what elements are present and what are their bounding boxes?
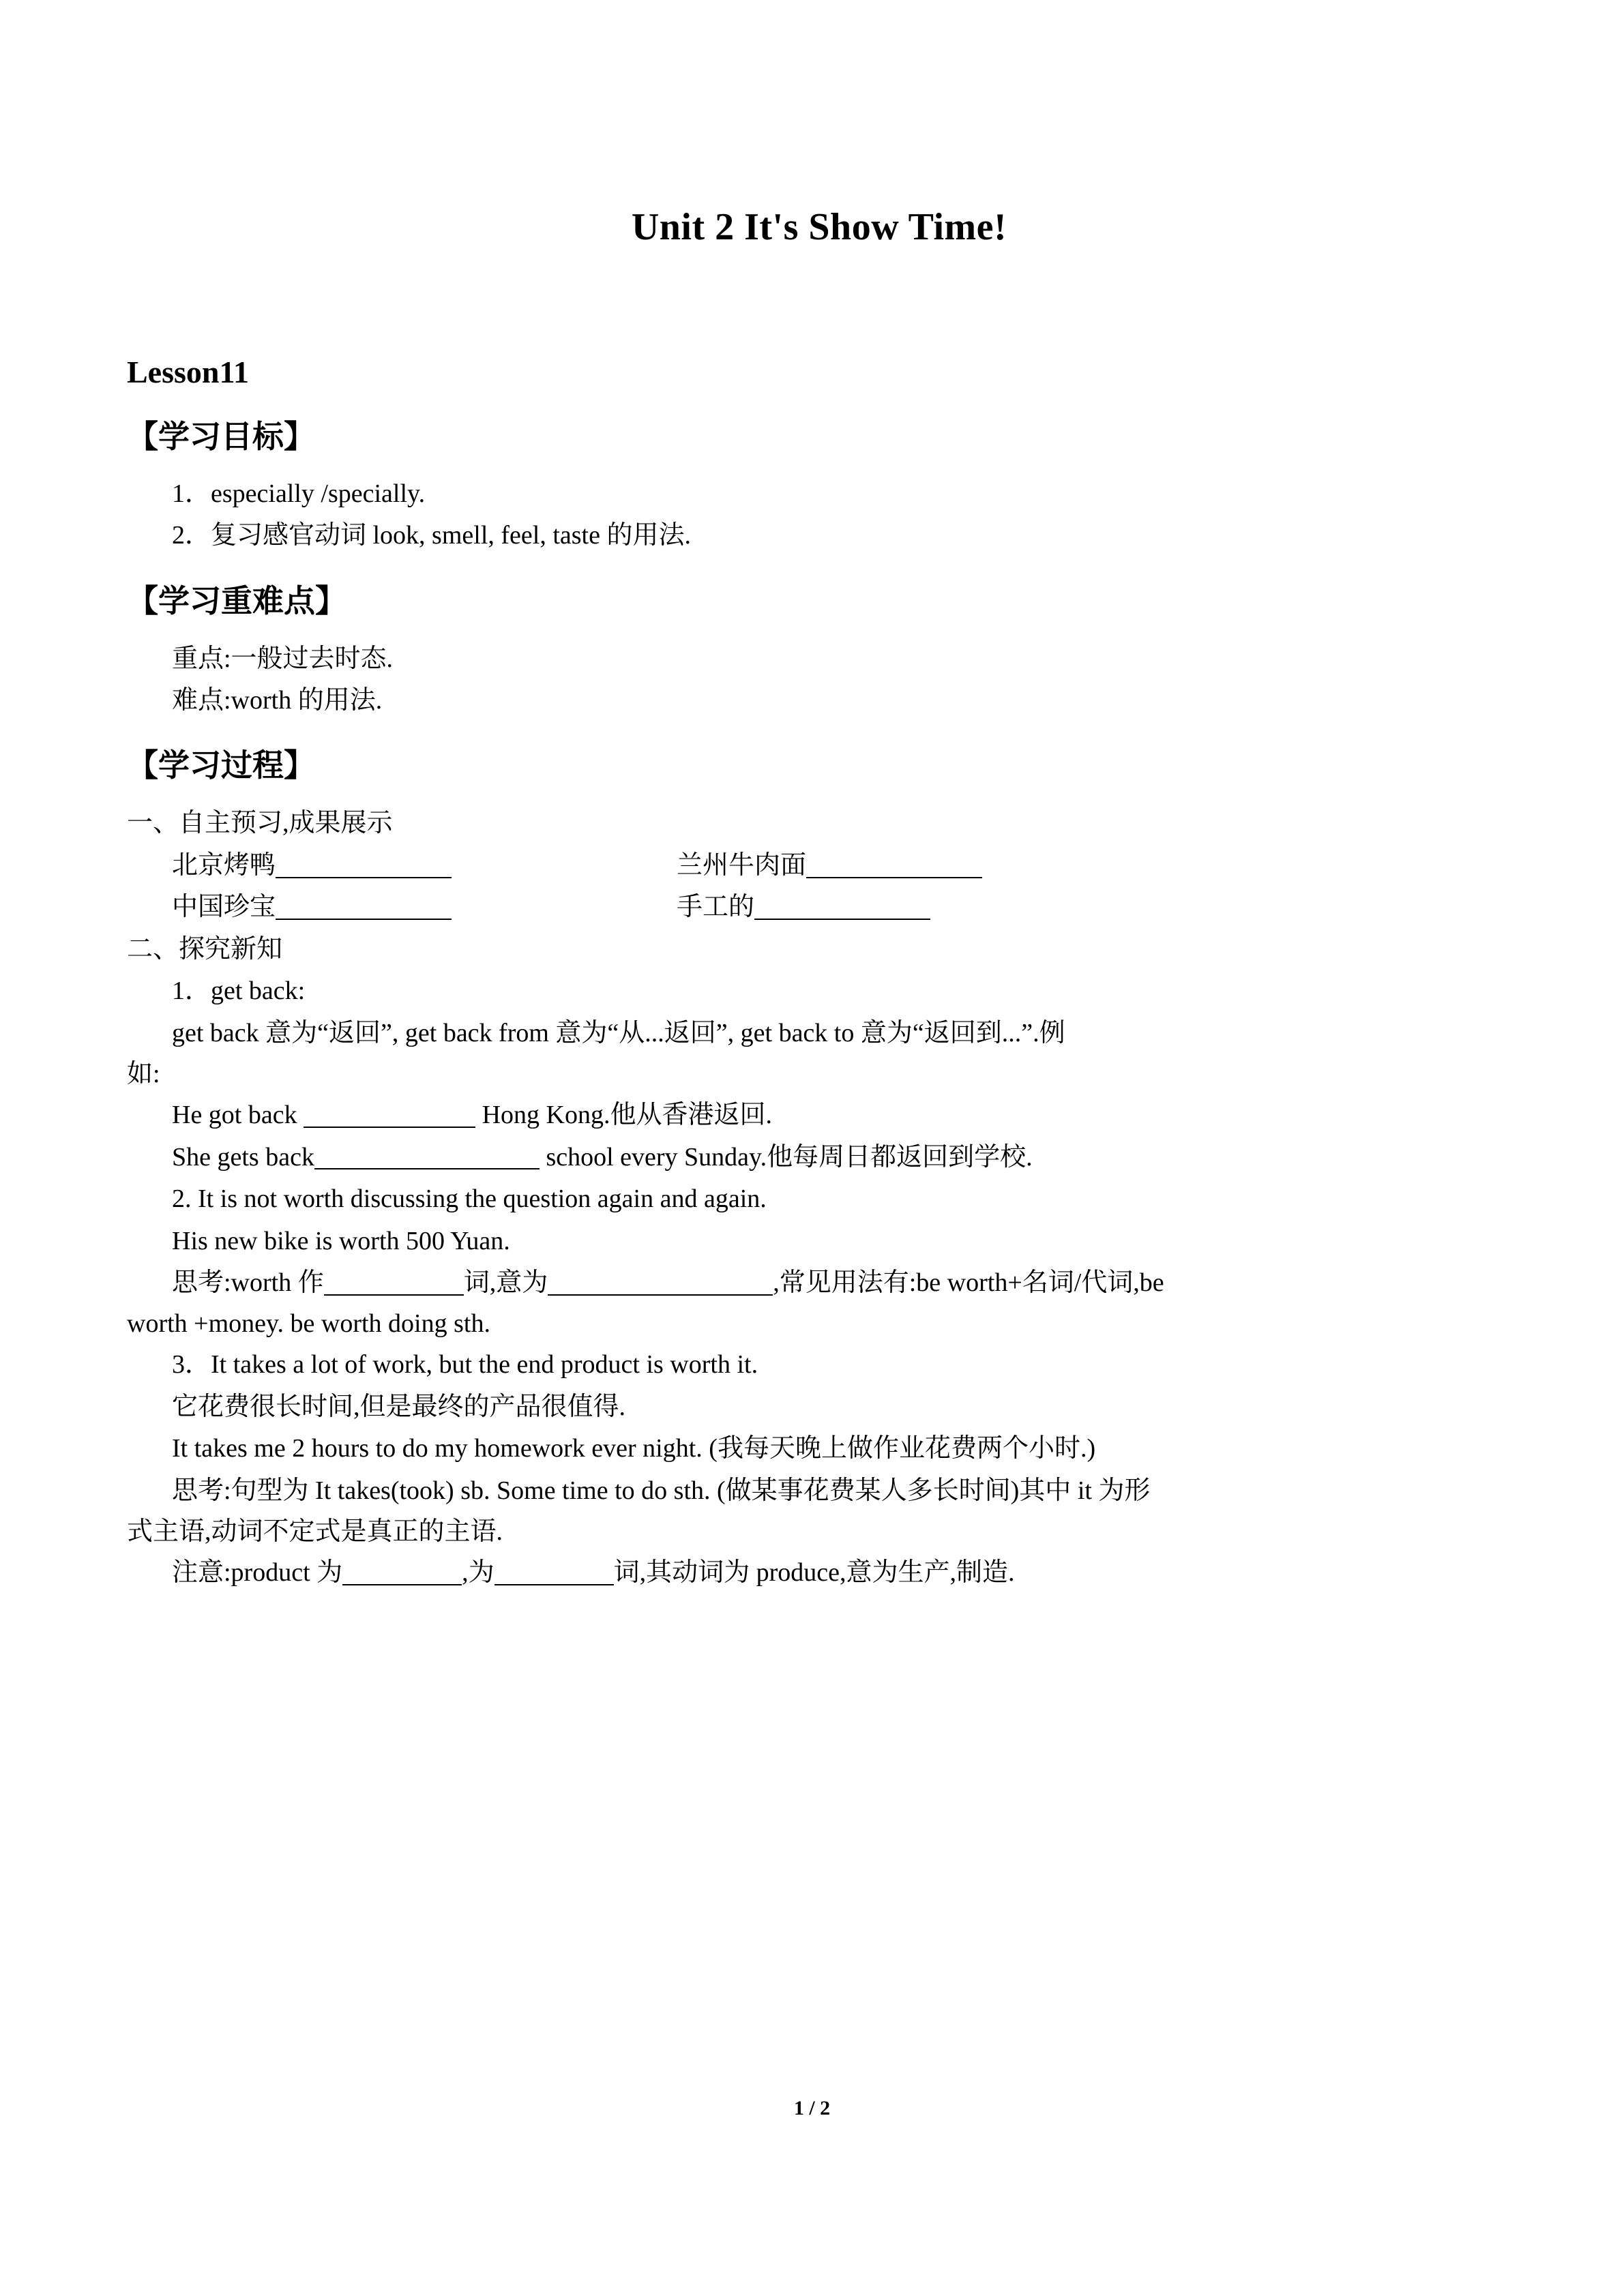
vocab-pair-right xyxy=(677,845,982,887)
vocab-pair-right xyxy=(677,886,930,929)
think-text-b: 词,意为 xyxy=(463,1268,548,1298)
point-3-think-line-2: 式主语,动词不定式是真正的主语. xyxy=(127,1517,503,1546)
page-footer: 1 / 2 xyxy=(793,2097,831,2119)
point-3-label: 3．It takes a lot of work, but the end product is worth it. xyxy=(172,1350,758,1380)
point-1-example-2 xyxy=(127,1137,1511,1179)
point-3-translation: 它花费很长时间,但是最终的产品很值得. xyxy=(172,1392,626,1421)
section-heading-objectives: 【学习目标】 xyxy=(127,419,315,454)
point-2-line-2: His new bike is worth 500 Yuan. xyxy=(172,1226,510,1255)
vocab-label: 手工的 xyxy=(677,893,755,922)
note-blank[interactable] xyxy=(342,1557,462,1585)
point-1-explanation-line-1: get back 意为“返回”, get back from 意为“从...返回”, get back to 意为“返回到...”.例 xyxy=(172,1019,1065,1047)
key-point-item-1: 重点:一般过去时态. xyxy=(172,644,394,673)
think-text-a: 思考:worth 作 xyxy=(172,1268,324,1298)
page-content xyxy=(127,0,1511,1594)
point-2-think-line xyxy=(127,1262,1511,1303)
think-blank[interactable] xyxy=(324,1267,464,1296)
vocab-pair-left xyxy=(172,845,677,887)
point-3-think-line-1: 思考:句型为 It takes(took) sb. Some time to do sth. (做某事花费某人多长时间)其中 it 为形 xyxy=(172,1476,1151,1505)
note-text-b: ,为 xyxy=(462,1558,494,1587)
objective-item-1: 1．especially /specially. xyxy=(172,479,426,509)
note-blank[interactable] xyxy=(494,1557,614,1585)
spacer xyxy=(127,629,1511,638)
example-text-pre: She gets back xyxy=(172,1142,314,1172)
section-heading-key-points: 【学习重难点】 xyxy=(127,584,346,619)
note-text-a: 注意:product 为 xyxy=(172,1558,343,1587)
spacer xyxy=(127,464,1511,473)
page-title: Unit 2 It's Show Time! xyxy=(631,206,1007,248)
vocab-label: 中国珍宝 xyxy=(172,893,276,922)
objective-item-2: 2．复习感官动词 look, smell, feel, taste 的用法. xyxy=(172,521,691,550)
vocab-label: 兰州牛肉面 xyxy=(677,850,807,880)
point-3-note-line xyxy=(127,1552,1511,1594)
vocab-blank[interactable] xyxy=(754,891,930,920)
vocab-label: 北京烤鸭 xyxy=(172,850,276,880)
note-text-c: 词,其动词为 produce,意为生产,制造. xyxy=(613,1558,1015,1587)
subsection-title-part-two: 二、探究新知 xyxy=(127,934,283,964)
vocab-row xyxy=(127,845,1511,887)
example-text-pre: He got back xyxy=(172,1101,304,1130)
vocab-pair-left xyxy=(172,886,677,929)
subsection-title-part-one: 一、自主预习,成果展示 xyxy=(127,809,393,838)
key-point-item-2: 难点:worth 的用法. xyxy=(172,685,383,715)
point-2-line-1: 2. It is not worth discussing the question again and again. xyxy=(172,1184,767,1214)
vocab-blank[interactable] xyxy=(806,850,982,878)
example-blank[interactable] xyxy=(304,1099,475,1128)
point-1-example-1 xyxy=(127,1094,1511,1137)
example-text-post: school every Sunday.他每周日都返回到学校. xyxy=(539,1142,1033,1172)
vocab-row xyxy=(127,886,1511,929)
example-blank[interactable] xyxy=(314,1142,540,1170)
point-3-example: It takes me 2 hours to do my homework ever night. (我每天晚上做作业花费两个小时.) xyxy=(172,1434,1096,1463)
think-blank[interactable] xyxy=(548,1267,773,1296)
vocab-blank[interactable] xyxy=(276,891,452,920)
lesson-heading: Lesson11 xyxy=(127,355,249,390)
vocab-blank[interactable] xyxy=(276,850,452,878)
think-text-c: ,常见用法有:be worth+名词/代词,be xyxy=(773,1268,1164,1298)
point-1-explanation-line-2: 如: xyxy=(127,1060,160,1089)
point-2-think-continuation: worth +money. be worth doing sth. xyxy=(127,1309,490,1339)
spacer xyxy=(127,793,1511,803)
example-text-post: Hong Kong.他从香港返回. xyxy=(475,1101,772,1130)
section-heading-process: 【学习过程】 xyxy=(127,748,315,784)
point-1-label: 1．get back: xyxy=(172,976,306,1006)
